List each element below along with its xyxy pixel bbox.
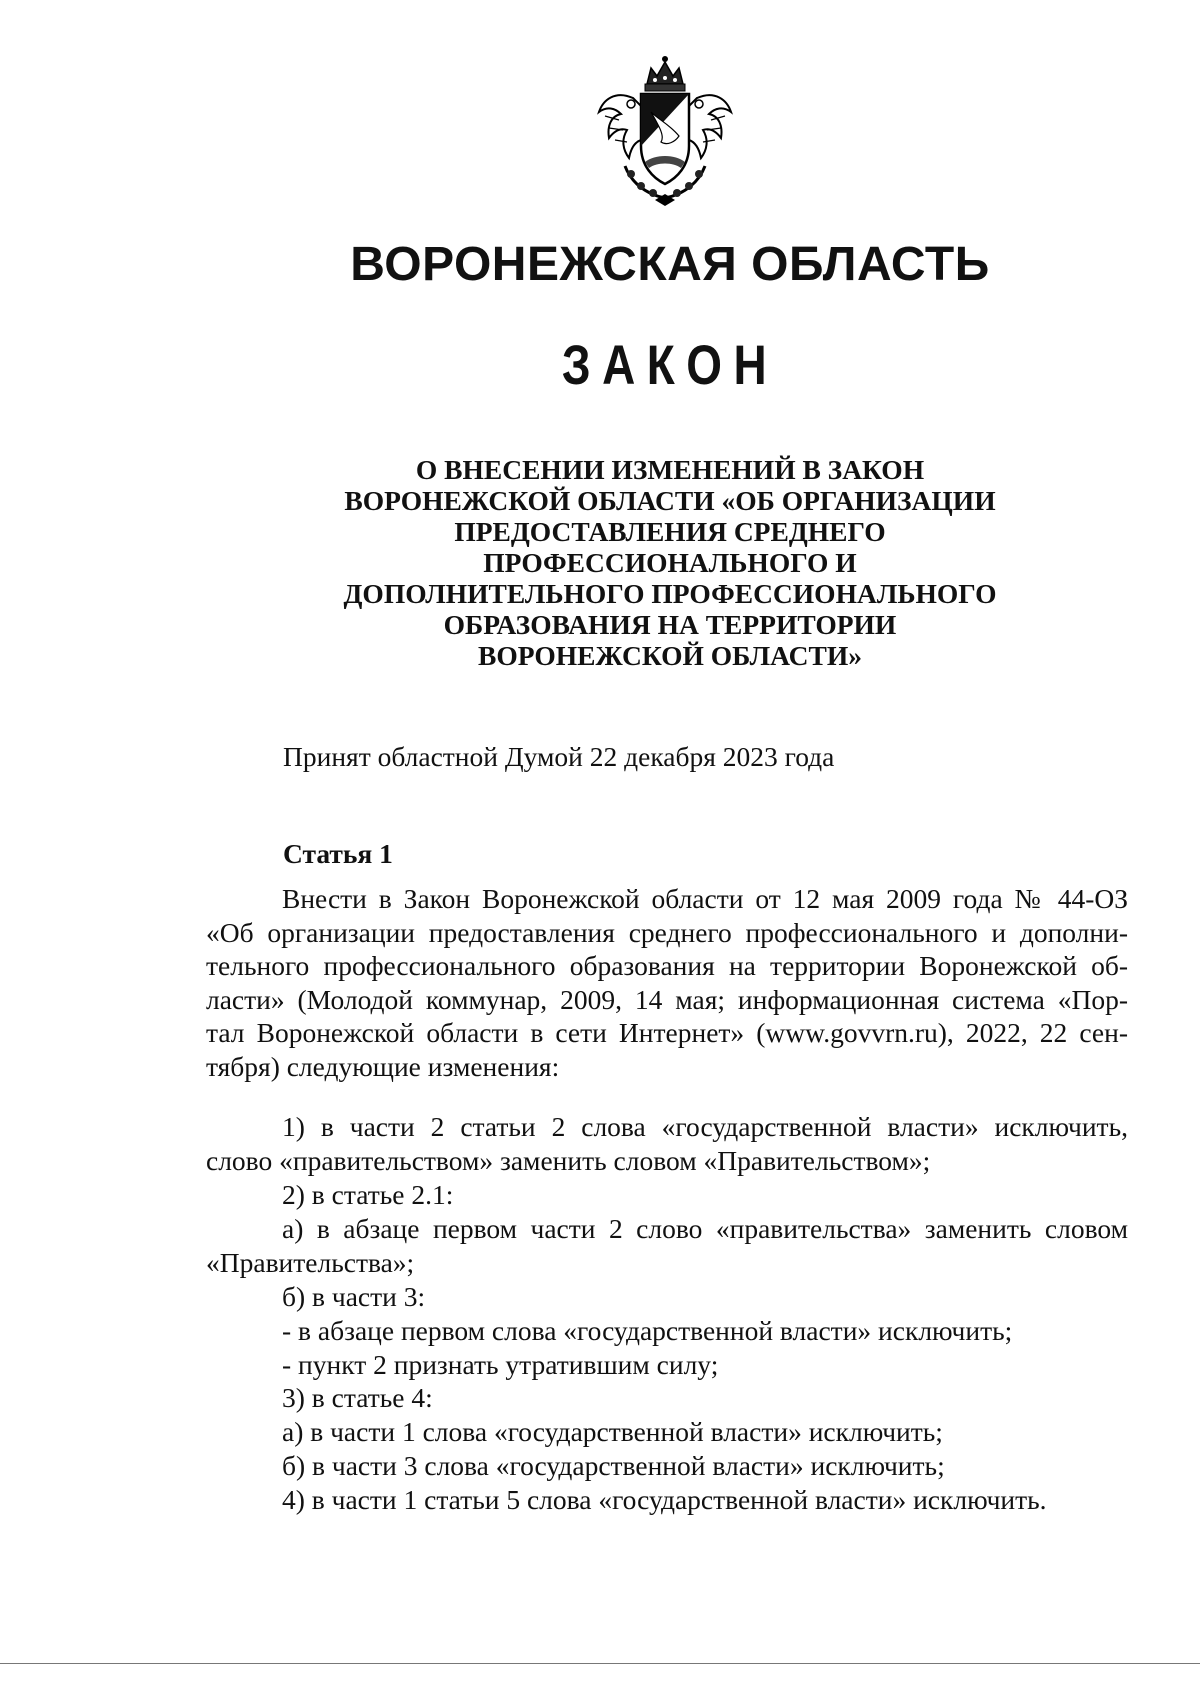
text-line: а) в абзаце первом части 2 слово «правительства» заменить словом: [282, 1213, 1128, 1244]
change-item-4: 4) в части 1 статьи 5 слова «государственной власти» исключить.: [282, 1484, 1047, 1515]
adoption-date: Принят областной Думой 22 декабря 2023 года: [283, 741, 835, 772]
change-item-2b-1: - в абзаце первом слова «государственной власти» исключить;: [282, 1315, 1013, 1346]
text-line: «Правительства»;: [206, 1246, 415, 1278]
law-title-line: ВОРОНЕЖСКОЙ ОБЛАСТИ»: [478, 640, 862, 671]
text-line: Внести в Закон Воронежской области от 12 мая 2009 года № 44-ОЗ: [282, 883, 1128, 914]
change-item-1: [206, 1110, 1128, 1177]
law-title-line: ВОРОНЕЖСКОЙ ОБЛАСТИ «ОБ ОРГАНИЗАЦИИ: [344, 485, 996, 516]
text-line: тября) следующие изменения:: [206, 1050, 560, 1082]
law-title-line: ПРЕДОСТАВЛЕНИЯ СРЕДНЕГО: [454, 516, 886, 547]
change-item-2b: б) в части 3:: [282, 1281, 426, 1312]
page-bottom-rule: [0, 1663, 1200, 1664]
change-item-3: 3) в статье 4:: [282, 1382, 433, 1413]
text-line: ласти» (Молодой коммунар, 2009, 14 мая; информационная система «Пор-: [206, 983, 1128, 1015]
coat-of-arms-icon: [585, 50, 745, 210]
law-title-line: О ВНЕСЕНИИ ИЗМЕНЕНИЙ В ЗАКОН: [415, 454, 925, 485]
article-1-intro: [206, 882, 1128, 1084]
law-title-line: ДОПОЛНИТЕЛЬНОГО ПРОФЕССИОНАЛЬНОГО: [343, 578, 997, 609]
text-line: тал Воронежской области в сети Интернет» (www.govvrn.ru), 2022, 22 сен-: [206, 1017, 1128, 1049]
change-item-3a: а) в части 1 слова «государственной власти» исключить;: [282, 1416, 943, 1447]
law-title-line: ПРОФЕССИОНАЛЬНОГО И: [483, 547, 857, 578]
change-item-3b: б) в части 3 слова «государственной власти» исключить;: [282, 1450, 945, 1481]
text-line: «Об организации предоставления среднего профессионального и дополни-: [206, 916, 1128, 948]
text-line: тельного профессионального образования на территории Воронежской об-: [206, 950, 1128, 982]
law-title-line: ОБРАЗОВАНИЯ НА ТЕРРИТОРИИ: [443, 609, 897, 640]
document-type-heading: ЗАКОН: [561, 333, 779, 396]
text-line: слово «правительством» заменить словом «Правительством»;: [206, 1144, 931, 1176]
article-1-heading: Статья 1: [283, 838, 393, 869]
change-item-2a: [206, 1212, 1128, 1279]
text-line: 1) в части 2 статьи 2 слова «государственной власти» исключить,: [282, 1111, 1128, 1142]
region-heading: ВОРОНЕЖСКАЯ ОБЛАСТЬ: [350, 238, 990, 291]
change-item-2: 2) в статье 2.1:: [282, 1179, 454, 1210]
change-item-2b-2: - пункт 2 признать утратившим силу;: [282, 1349, 719, 1380]
law-title: [310, 454, 1030, 671]
